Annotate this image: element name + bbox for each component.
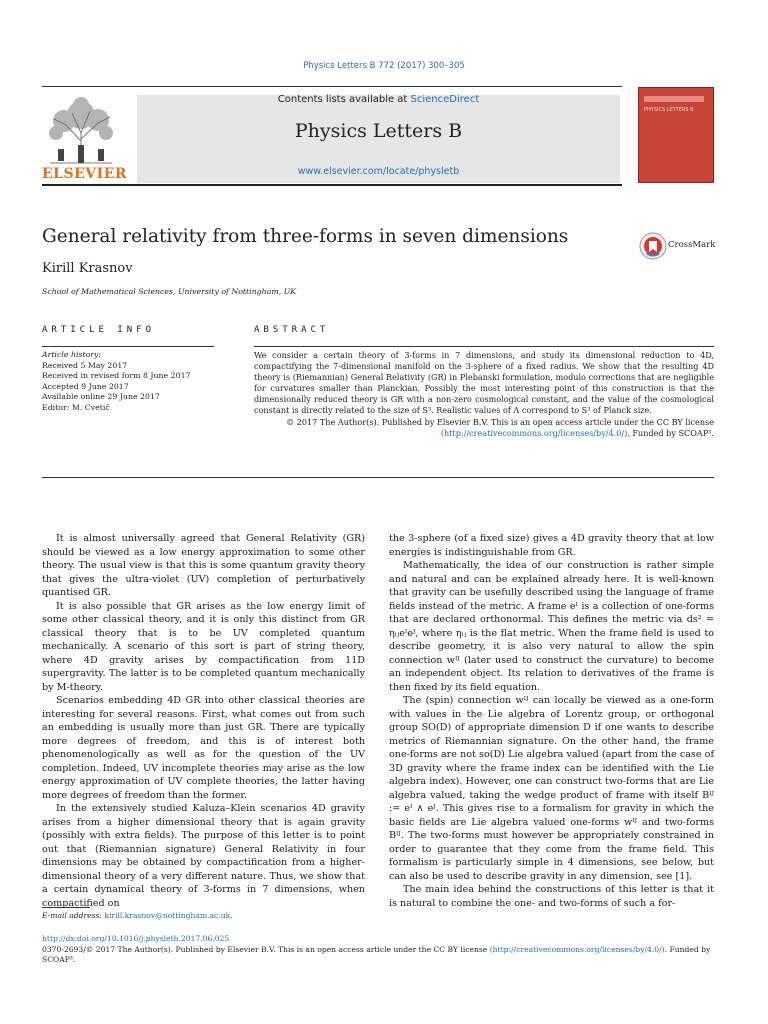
body-paragraph: It is also possible that GR arises as the low energy limit of some other classical theory, and it is only this distinct from GR classical theory that is to be UV completed quantum mechanically. A scenario of this sort is part of string theory, where 4D gravity arises by compactification from 11D supergravity. The latter is to be completed quantum mechanically by M-theory. [42, 600, 365, 693]
footnote-rule [42, 907, 90, 908]
body-paragraph: In the extensively studied Kaluza–Klein scenarios 4D gravity arises from a higher dimensional theory that is again gravity (possibly with extra fields). The purpose of this letter is to point out that (Riemannian signature) General Relativity in four dimensions may be obtained by compactification from a higher-dimensional theory of a very different nature. Thus, we show that a certain dynamical theory of 3-forms in 7 dimensions, when compactified on [42, 803, 365, 909]
journal-name: Physics Letters B [294, 120, 463, 142]
body-paragraph: The main idea behind the constructions of this letter is that it is natural to combine the one- and two-forms of such a for- [389, 884, 714, 909]
email-footnote [42, 911, 233, 920]
contents-prefix: Contents lists available at [277, 94, 411, 105]
copyright-notice [42, 945, 714, 965]
publisher-name: ELSEVIER [42, 166, 128, 182]
masthead-rule-top [42, 86, 622, 87]
body-paragraph: the 3-sphere (of a fixed size) gives a 4D gravity theory that at low energies is indistinguishable from GR. [389, 533, 714, 558]
history-line: Editor: M. Cvetič [42, 402, 110, 412]
license-suffix: . Funded by SCOAP³. [627, 427, 714, 438]
article-history [42, 350, 214, 414]
abstract-license [254, 417, 714, 439]
body-paragraph: It is almost universally agreed that General Relativity (GR) should be viewed as a low energy approximation to some other theory. The usual view is that this is some quantum gravity theory that gives the ultra-violet (UV) completion of perturbatively quantised GR. [42, 533, 365, 598]
journal-url-link[interactable]: www.elsevier.com/locate/physletb [297, 166, 460, 177]
copyright-suffix: . Funded by SCOAP³. [42, 945, 711, 964]
cover-stripe [644, 96, 704, 102]
copyright-prefix: 0370-2693/© 2017 The Author(s). Published by Elsevier B.V. This is an open access article under the CC BY license [42, 945, 490, 954]
abstract-rule [254, 346, 714, 347]
doi-link[interactable]: http://dx.doi.org/10.1016/j.physletb.2017.06.025 [42, 934, 230, 943]
email-label: E-mail address: [42, 911, 105, 920]
article-info-rule [42, 346, 214, 347]
article-info-heading: ARTICLE INFO [42, 325, 156, 335]
sciencedirect-link[interactable]: ScienceDirect [410, 94, 480, 105]
email-end: . [230, 911, 233, 920]
abstract-heading: ABSTRACT [254, 325, 330, 335]
email-link[interactable]: kirill.krasnov@nottingham.ac.uk [104, 911, 231, 920]
body-paragraph: The (spin) connection wᴵᴶ can locally be viewed as a one-form with values in the Lie algebra of Lorentz group, or orthogonal group SO(D) of appropriate dimension D if one wants to describe metrics of Riemannian signature. On the other hand, the frame one-forms are not so(D) Lie algebra valued (apart from the case of 3D gravity where the frame index can be identified with the Lie algebra index). However, one can construct two-forms that are Lie algebra valued, taking the wedge product of frame with itself Bᴵᴶ := eᴵ ∧ eᴶ. This gives rise to a formalism for gravity in which the basic fields are Lie algebra valued one-forms wᴵᴶ and two-forms Bᴵᴶ. The two-forms must however be appropriately constrained in order to guarantee that they come from the frame field. This formalism is particularly simple in 4 dimensions, see below, but can also be used to describe gravity in any dimension, see [1]. [389, 695, 714, 882]
article-title: General relativity from three-forms in seven dimensions [42, 226, 569, 247]
body-paragraph: Scenarios embedding 4D GR into other classical theories are interesting for several reasons. First, what comes out from such an embedding is usually more than just GR. There are typically more degrees of freedom, and this is of interest both phenomenologically as well as for the question of the UV completion. Indeed, UV incomplete theories may arise as the low energy approximation of UV complete theories, the latter having more degrees of freedom than the former. [42, 695, 365, 801]
journal-reference[interactable]: Physics Letters B 772 (2017) 300–305 [303, 61, 465, 71]
history-line: Available online 29 June 2017 [42, 392, 160, 402]
body-column-right [389, 532, 714, 910]
abstract-body [254, 350, 714, 439]
section-rule [42, 477, 714, 478]
copyright-license-link[interactable]: (http://creativecommons.org/licenses/by/4.0/) [489, 945, 665, 954]
history-label: Article history: [42, 350, 102, 359]
crossmark-label[interactable]: CrossMark [668, 240, 716, 250]
cover-title: PHYSICS LETTERS B [644, 107, 694, 113]
contents-line [137, 94, 620, 105]
license-prefix: © 2017 The Author(s). Published by Elsevier B.V. This is an open access article under the CC BY license [286, 416, 714, 427]
masthead-rule-bottom [42, 184, 622, 186]
history-line: Received 5 May 2017 [42, 360, 128, 370]
body-paragraph: Mathematically, the idea of our construction is rather simple and natural and can be explained already here. It is well-known that gravity can be usefully described using the language of frame fields instead of the metric. A frame eᴵ is a collection of one-forms that are declared orthonormal. This defines the metric via ds² = ηᵢⱼeᴵeᴶ, where ηᵢⱼ is the flat metric. When the frame field is used to describe geometry, it is also very natural to allow the spin connection wᴵᴶ (later used to construct the curvature) to become an independent object. Its relation to derivatives of the frame is then fixed by its field equation. [389, 560, 714, 693]
history-line: Accepted 9 June 2017 [42, 381, 129, 391]
crossmark-icon[interactable] [638, 231, 668, 261]
body-column-left [42, 532, 365, 910]
author-name: Kirill Krasnov [42, 261, 133, 276]
affiliation: School of Mathematical Sciences, University of Nottingham, UK [42, 287, 297, 296]
history-line: Received in revised form 8 June 2017 [42, 371, 191, 381]
abstract-text: We consider a certain theory of 3-forms in 7 dimensions, and study its dimensional reduction to 4D, compactifying the 7-dimensional manifold on the 3-sphere of a fixed radius. We show that the resulting 4D theory is (Riemannian) General Relativity (GR) in Plebanski formulation, modulo corrections that are negligible for curvatures smaller than Planckian. Possibly the most interesting point of this construction is that the dimensionally reduced theory is GR with a non-zero cosmological constant, and the value of the cosmological constant is directly related to the size of S³. Realistic values of Λ correspond to S³ of Planck size. [254, 350, 714, 416]
license-link[interactable]: (http://creativecommons.org/licenses/by/4.0/) [440, 427, 628, 438]
